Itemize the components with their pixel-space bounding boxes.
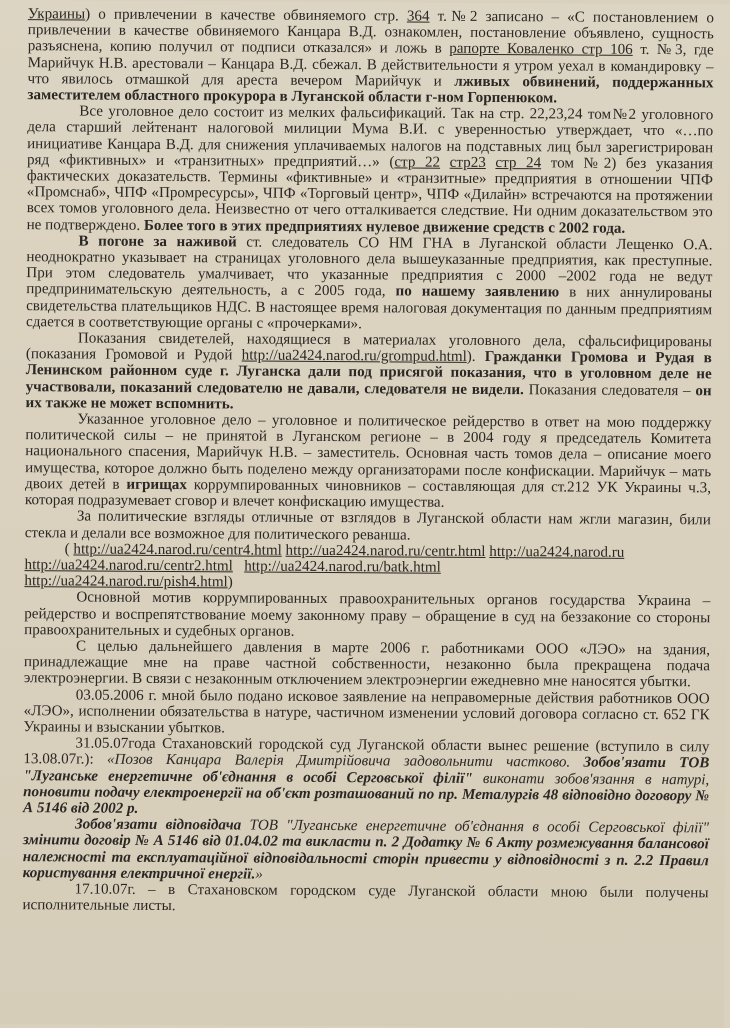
link-pish4[interactable]: http://ua2424.narod.ru/pish4.html [24,573,228,591]
text: ). [466,349,485,366]
italic-text: ТОВ "Луганське енергетичне об'єднання в особі Серговської філії" [241,817,709,837]
report-reference: рапорте Коваленко стр 106 [449,41,633,59]
text: ст. следователь СО НМ ГНА в Луганской области Лещенко О.А. неоднократно указывает на страницах уголовного дела вышеуказанные предприятия, как преступные. При этом следователь умалчивает, что указанные предприятия с 2000 –2002 года не ведут предпринимательскую деятельность, а с 2005 года, [26,234,713,300]
text: Показания следователя – [523,381,696,399]
bold-text: по нашему заявлению [395,283,560,301]
paragraph-6 [25,508,711,545]
text: 17.10.07г. – в Стахановском городском суде Луганской области мною были получены исполнительные листы. [22,881,709,915]
text: Все уголовное дело состоит из мелких фальсификаций. Так на стр. 22,23,24 том№2 уголовного дела старший лейтенант налоговой милиции Мума В.И. с уверенностью утверждает, что «…по инициативе Канцара В.Д. для снижения уплачиваемых налогов на подставных лиц был зарегистрирован ряд «фиктивных» и «транзитных» предприятий…» ( [26,103,714,171]
text: коррумпированных чиновников – составляющая для ст.212 УК Украины ч.3, которая подразумевает сговор и влечет конфискацию имущества. [24,477,712,511]
link-centr[interactable]: http://ua2424.narod.ru/centr.html [285,542,486,560]
bold-text: он их также не может вспомнить. [25,382,712,413]
italic-text: » [255,866,263,883]
bold-italic-text: Зобов'язати відповідача [74,816,242,834]
bold-text: Более того в этих предприятиях нулевое движение средств с 2002 года. [143,217,626,237]
space [440,155,450,171]
link-grompud[interactable]: http://ua2424.narod.ru/grompud.html [241,347,467,366]
paragraph-12 [22,881,708,918]
paragraph-7 [24,589,710,642]
bold-text: игрищах [126,476,187,494]
paragraph-4 [25,330,711,415]
paragraph-8 [24,638,710,691]
paragraph-5 [25,411,712,512]
text: т. №3, где Марийчук Н.В. арестовали – Канцара В.Д. сбежал. В действительности я утром уехал в командировку – что явилось отмашкой для ареста вечером Марийчук и [27,42,714,90]
paren-close: ) [227,574,233,591]
paragraph-10 [23,735,709,820]
text: в них аннулированы свидетельства плательщиков НДС. В настоящее время налоговая документация по данным предприятиям сдается в соответствующие органы с «прочерками». [25,284,713,333]
text: Показания свидетелей, находящиеся в материалах уголовного дела, сфальсифицированы (показания Громовой и Рудой [25,330,712,364]
link-home[interactable]: http://ua2424.narod.ru [489,543,625,561]
bold-italic-text: змінити договір № А 5146 від 01.04.02 та викласти п. 2 Додатку № 6 Акту розмежування балансової належності та експлуатаційної відповідальності сторін привести у відповідності з п. 2.2 Правил користування електричної енергії. [22,832,709,883]
text: 03.05.2006 г. мной было подано исковое заявление на неправомерные действия работников ООО «ЛЭО», исполнении обязательства в натуре, частичном изменении условий договора согласно ст. 652 ГК Украины и взыскании убытков. [23,687,710,737]
text: том №2) без указания фактических доказательств. Термины «фиктивные» и «транзитные» предприятия в отношении ЧПФ «Промснаб», ЧПФ «Промресурсы», ЧПФ «Торговый центр», ЧПФ «Дилайн» встречаются на протяжении всех томов уголовного дела. Неизвестно от чего отталкивается следствие. Ни одним доказательством это не подтверждено. [26,155,714,234]
italic-text: «Позов Канцара Валерія Дмитрійовича задовольнити частково. [106,752,584,771]
text: 31.05.07года Стахановский городской суд Луганской области вынес решение (вступило в силу 13.08.07г.): [23,735,710,769]
paragraph-3 [26,233,713,334]
text: Основной мотив коррумпированных правоохранительных органов государства Украина – рейдерство и воспрепятствование моему законному праву – обращение в суд на беззаконие со стороны правоохранительных и судебных органов. [24,589,711,640]
bold-text: Гражданки Громова и Рудая в Ленинском районном суде г. Луганска дали под присягой показания, что в уголовном деле не участвовали, показаний следователю не давали, следователя не видели. [25,349,712,398]
paragraph-11 [23,816,709,885]
text: т.№2 записано – «С постановлением о привлечении в качестве обвиняемого Канцара В.Д. ознакомлен, постановление объявлено, сущность разъяснена, копию получил от подписи отказался» и ложь в [27,8,714,58]
paragraph-1 [27,6,714,107]
links-block-2 [24,557,710,594]
bold-text: В погоне за наживой [78,233,237,251]
link-page-24[interactable]: стр 24 [495,154,542,172]
bold-text: лживых обвинений, поддержанных заместителем областного прокурора в Луганской области г-ном Горпенюком. [27,73,714,107]
bold-italic-text: Зобов'язати ТОВ "Луганське енергетичне об'єднання в особі Серговської філії" [23,754,710,787]
page-ref-364: 364 [406,8,430,25]
text: За политические взгляды отличные от взглядов в Луганской области нам жгли магазин, били стекла и делали все возможное для политического реванша. [24,508,711,544]
link-page-22[interactable]: стр 22 [394,154,441,171]
bold-italic-text: поновити подачу електроенергії на об'єкт розташований по пр. Металургів 48 відповідно договору № А 5146 від 2002 р. [23,783,710,817]
link-page-23[interactable]: стр23 [449,154,486,171]
text-ukraine: Украины [27,6,86,23]
link-centr2[interactable]: http://ua2424.narod.ru/centr2.html [24,557,233,575]
paren-open: ( [64,541,74,558]
text: С целью дальнейшего давления в марте 2006 г. работниками ООО «ЛЭО» на здания, принадлежащие мне на праве частной собственности, незаконно была прекращена подача электроэнергии. В связи с незаконным отключением электроэнергии ежедневно мне наносятся убытки. [23,638,711,691]
link-batk[interactable]: http://ua2424.narod.ru/batk.html [244,558,441,576]
link-centr4[interactable]: http://ua2424.narod.ru/centr4.html [73,541,282,559]
italic-text: виконати зобов'язання в натурі, [472,770,710,788]
text: ) о привлечении в качестве обвиняемого стр. [85,6,407,25]
text: Указанное уголовное дело – уголовное и политическое рейдерство в ответ на мою поддержку политической силы – не принятой в Луганском регионе – в 2004 году я председатель Комитета национального спасения, Марийчук Н.В. – заместитель. Основная часть томов дела – описание моего имущества, которое должно быть поделено между организаторами после конфискации. Марийчук – мать двоих детей в [24,411,712,493]
paragraph-9 [24,687,710,740]
paragraph-2 [27,103,714,237]
